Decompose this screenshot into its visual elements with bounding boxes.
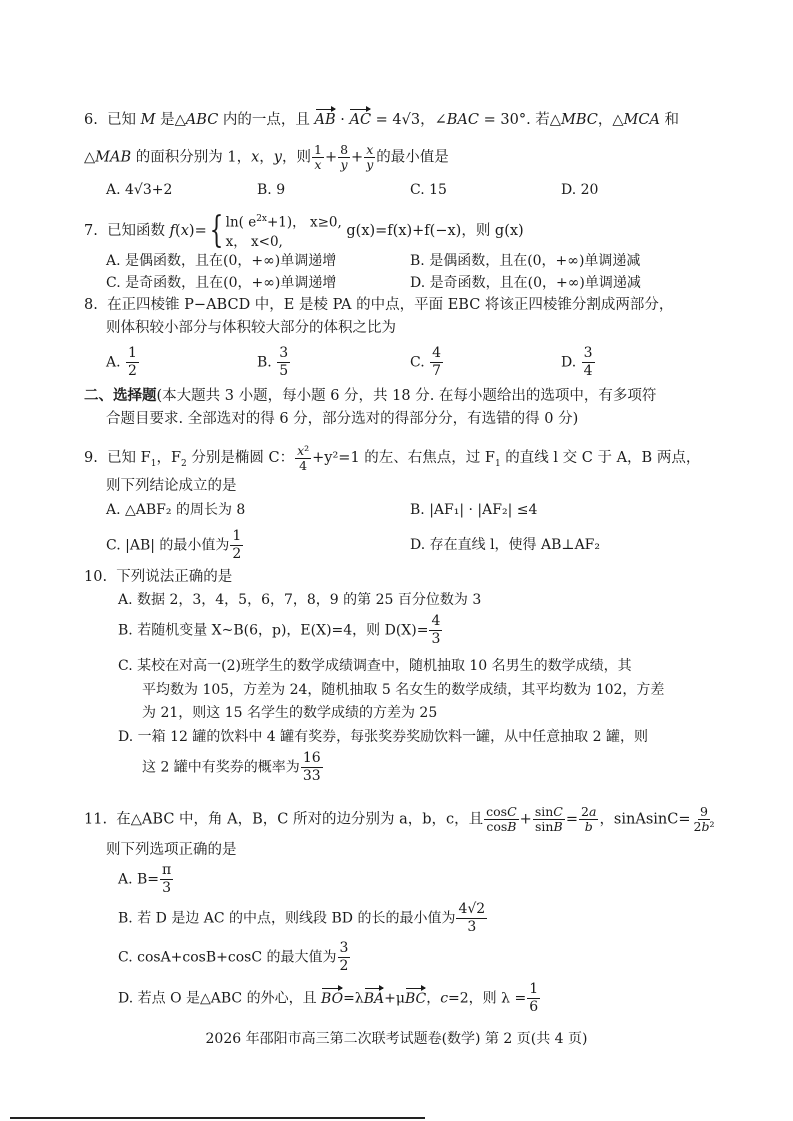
q8-option-c: C. $\frac{4}{7}$ xyxy=(410,345,442,379)
fraction: $\frac{4}{3}$ xyxy=(431,613,441,647)
q8-line2: 则体积较小部分与体积较大部分的体积之比为 xyxy=(106,320,396,336)
q10-option-a: A. 数据 2，3，4，5，6，7，8，9 的第 25 百分位数为 3 xyxy=(118,592,482,608)
q7-stem: 7. 已知函数 f(x)={ ln( $e^{2x}+1$)， x≥0, x， x<0, g(x)=f(x)+f(−x)，则 g(x) xyxy=(84,209,524,251)
fraction: $\frac{16}{33}$ xyxy=(302,750,321,784)
section2-line2: 合题目要求. 全部选对的得 6 分，部分选对的得部分分，有选错的得 0 分) xyxy=(106,411,579,427)
fraction: $\frac{\cos C}{\cos B}$ xyxy=(486,804,517,834)
q9-option-d: D. 存在直线 l，使得 AB⊥AF₂ xyxy=(410,537,601,553)
q6-option-b: B. 9 xyxy=(257,182,286,198)
q6-number: 6. xyxy=(84,112,98,128)
q9-option-a: A. △ABF₂ 的周长为 8 xyxy=(106,502,246,518)
q8-option-b: B. $\frac{3}{5}$ xyxy=(257,345,289,379)
q10-option-c-line2: 平均数为 105，方差为 24，随机抽取 5 名女生的数学成绩，其平均数为 102，方差 xyxy=(142,682,665,698)
fraction: $\frac{3}{2}$ xyxy=(339,940,349,974)
q7-number: 7. xyxy=(84,222,98,239)
q8-option-a: A. $\frac{1}{2}$ xyxy=(106,345,137,379)
brace-icon: { xyxy=(209,209,224,251)
section2-heading: 二、选择题(本大题共 3 小题，每小题 6 分，共 18 分. 在每小题给出的选项中，有多项符 xyxy=(84,387,657,404)
q10-option-d-line1: D. 一箱 12 罐的饮料中 4 罐有奖券，每张奖券奖励饮料一罐，从中任意抽取 2 罐，则 xyxy=(118,729,648,745)
vector-ab: AB xyxy=(314,112,336,128)
q10-stem: 10. 下列说法正确的是 xyxy=(84,569,233,585)
q8-option-d: D. $\frac{3}{4}$ xyxy=(561,345,593,379)
q10-option-c-line3: 为 21，则这 15 名学生的数学成绩的方差为 25 xyxy=(142,705,438,721)
q9-option-b: B. |AF₁| · |AF₂| ≤4 xyxy=(410,502,538,518)
q6-option-a: A. 4√3+2 xyxy=(106,182,173,198)
section2-title: 二、选择题 xyxy=(84,387,157,404)
fraction: $\frac{\pi}{3}$ xyxy=(162,862,172,896)
q7-option-d: D. 是奇函数，且在(0，+∞)单调递减 xyxy=(410,275,641,291)
q7-option-a: A. 是偶函数，且在(0，+∞)单调递增 xyxy=(106,253,337,269)
q8-line1: 8. 在正四棱锥 P−ABCD 中，E 是棱 PA 的中点，平面 EBC 将该正四棱锥分割成两部分， xyxy=(84,297,674,313)
vector-ba: BA xyxy=(363,990,385,1007)
q11-option-b: B. 若 D 是边 AC 的中点，则线段 BD 的长的最小值为 $\frac{4√2}{3}$ xyxy=(118,901,486,935)
fraction: $\frac{x}{y}$ xyxy=(366,142,374,172)
fraction: $\frac{4√2}{3}$ xyxy=(458,901,486,935)
q10-option-c-line1: C. 某校在对高一(2)班学生的数学成绩调查中，随机抽取 10 名男生的数学成绩，其 xyxy=(118,658,632,674)
fraction: $\frac{\sin C}{\sin B}$ xyxy=(534,804,563,834)
vector-ac: AC xyxy=(349,112,372,128)
bottom-rule xyxy=(10,1117,425,1119)
q10-option-d-line2: 这 2 罐中有奖券的概率为 $\frac{16}{33}$ xyxy=(142,750,321,784)
piecewise-cases: ln( $e^{2x}+1$)， x≥0, x， x<0, xyxy=(225,214,342,250)
q9-line1: 9. 已知 $F_1$，$F_2$ 分别是椭圆 C： $\frac{\text{x²}}{4}$ +y²=1 的左、右焦点，过 $F_1$ 的直线 l 交 C 于 A，B 两点， xyxy=(84,442,701,473)
fraction: $\frac{1}{6}$ xyxy=(529,981,539,1015)
q11-option-d: D. 若点 O 是△ABC 的外心，且 BO=λBA+μBC，c=2，则 λ = $\frac{1}{6}$ xyxy=(118,981,539,1015)
q8-number: 8. xyxy=(84,297,98,313)
q10-number: 10. xyxy=(84,569,108,585)
fraction: $\frac{2a}{b}$ xyxy=(581,804,597,834)
q6-option-c: C. 15 xyxy=(410,182,447,198)
page-footer: 2026 年邵阳市高三第二次联考试题卷(数学) 第 2 页(共 4 页) xyxy=(205,1031,588,1047)
vector-bo: BO xyxy=(321,990,344,1007)
q7-option-c: C. 是奇函数，且在(0，+∞)单调递增 xyxy=(106,275,337,291)
q11-line2: 则下列选项正确的是 xyxy=(106,842,237,858)
fraction: $\frac{8}{y}$ xyxy=(340,142,349,172)
q6-line2: △MAB 的面积分别为 1，x，y，则 $\frac{1}{x}$ + $\frac{8}{y}$ + $\frac{x}{y}$ 的最小值是 xyxy=(84,142,449,172)
q11-option-c: C. cosA+cosB+cosC 的最大值为 $\frac{3}{2}$ xyxy=(118,940,349,974)
q11-option-a: A. B= $\frac{\pi}{3}$ xyxy=(118,862,172,896)
q9-option-c: C. |AB| 的最小值为 $\frac{1}{2}$ xyxy=(106,528,242,562)
q11-number: 11. xyxy=(84,811,108,828)
q11-line1: 11. 在△ABC 中，角 A，B，C 所对的边分别为 a，b，c，且 $\frac{\cos C}{\cos B}$ + $\frac{\sin C}{\sin B}$ = $\frac{2a}{b}$ ，sinAsinC= $\frac{9}{\text{2b²}}$ xyxy=(84,804,715,834)
fraction: $\frac{9}{\text{2b²}}$ xyxy=(693,804,715,834)
vector-bc: BC xyxy=(404,990,427,1007)
q7-option-b: B. 是偶函数，且在(0，+∞)单调递减 xyxy=(410,253,641,269)
q9-line2: 则下列结论成立的是 xyxy=(106,478,237,494)
q6-option-d: D. 20 xyxy=(561,182,599,198)
fraction: $\frac{\text{x²}}{4}$ xyxy=(297,442,310,473)
q9-number: 9. xyxy=(84,450,98,466)
q6-line1: 6. 已知 M 是△ABC 内的一点，且 AB · AC = 4√3，∠BAC = 30°. 若△MBC，△MCA 和 xyxy=(84,112,680,128)
fraction: $\frac{1}{x}$ xyxy=(313,142,322,172)
q10-option-b: B. 若随机变量 X~B(6，p)，E(X)=4，则 D(X)= $\frac{4}{3}$ xyxy=(118,613,441,647)
fraction: $\frac{1}{2}$ xyxy=(232,528,242,562)
